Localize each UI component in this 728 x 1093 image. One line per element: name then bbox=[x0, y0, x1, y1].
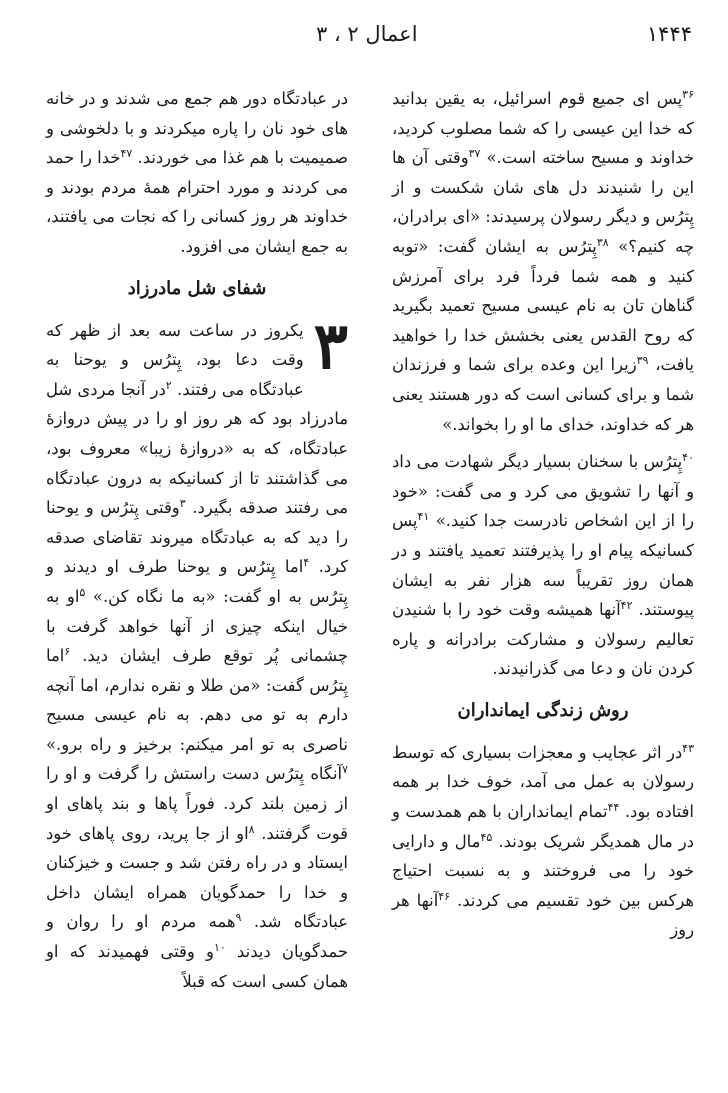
verse-number: ۳۹ bbox=[636, 354, 649, 368]
verse-text: آنها همیشه وقت خود را با شنیدن تعالیم رسولان و مشارکت برادرانه و پاره کردن نان و دعا می گذرانیدند. bbox=[392, 600, 694, 679]
verse-text: اما پِترُس گفت: «من طلا و نقره ندارم، اما آنچه دارم به تو می دهم. به نام عیسی مسیح ناصری به تو امر میکنم: برخیز و راه برو.» bbox=[46, 646, 348, 754]
verse-number: ۴۵ bbox=[480, 830, 493, 844]
verse-text: آنها هر روز bbox=[392, 890, 694, 940]
verse-text: پس ای جمیع قوم اسرائیل، به یقین بدانید که خدا این عیسی را که شما مصلوب کردید، خداوند و مسیح ساخته است.» bbox=[392, 89, 694, 168]
verse-number: ۳ bbox=[179, 497, 186, 511]
verse-text: در آنجا مردی شل مادرزاد بود که هر روز او را در پیش دروازهٔ عبادتگاه، که به «دروازهٔ زیبا» معروف بود، می گذاشتند تا از کسانیکه به درون عبادتگاه می رفتند صدقه بگیرد. bbox=[46, 379, 348, 518]
verse-number: ۷ bbox=[342, 763, 348, 777]
verse-text: و وقتی فهمیدند که او همان کسی است که قبلاً bbox=[46, 942, 348, 991]
verse-text: پِترُس با سخنان بسیار دیگر شهادت می داد و آنها را تشویق می کرد و می گفت: «خود را از این اشخاص نادرست جدا کنید.» bbox=[392, 452, 694, 531]
paragraph bbox=[46, 84, 348, 262]
verse-text: تمام ایمانداران با هم همدست و در مال همدیگر شریک بودند. bbox=[392, 802, 694, 851]
verse-number: ۴۰ bbox=[682, 451, 694, 465]
paragraph bbox=[392, 738, 694, 945]
verse-text: در عبادتگاه دور هم جمع می شدند و در خانه های خود نان را پاره میکردند و با دلخوشی و صمیمیت با هم غذا می خوردند. bbox=[46, 89, 348, 168]
chapter-number: ۳ bbox=[313, 308, 348, 384]
verse-text: اما پِترُس و یوحنا طرف او دیدند و پِترُس به او گفت: «به ما نگاه کن.» bbox=[46, 557, 348, 606]
verse-number: ۴۱ bbox=[417, 510, 430, 524]
paragraph bbox=[46, 308, 348, 997]
verse-text: خدا را حمد می کردند و مورد احترام همهٔ مردم بودند و خداوند هر روز کسانی را که نجات می یافتند، به جمع ایشان می افزود. bbox=[46, 148, 348, 256]
verse-number: ۶ bbox=[64, 645, 71, 659]
verse-number: ۴۴ bbox=[607, 801, 620, 815]
verse-number: ۴۷ bbox=[120, 147, 133, 161]
verse-number: ۴۶ bbox=[438, 889, 451, 903]
page-header bbox=[36, 22, 692, 56]
page-number: ۱۴۴۴ bbox=[646, 22, 692, 46]
verse-number: ۳۶ bbox=[682, 88, 694, 101]
paragraph bbox=[392, 84, 694, 439]
verse-text: وقتی آن ها این را شنیدند دل های شان شکست و از پِترُس و دیگر رسولان پرسیدند: «ای برادران، چه کنیم؟» bbox=[392, 148, 695, 256]
verse-text: پس کسانیکه پیام او را پذیرفتند تعمید یافتند و در همان روز تقریباً سه هزار نفر به ایشان پیوستند. bbox=[392, 511, 695, 620]
paragraph bbox=[392, 447, 694, 684]
verse-text: یکروز در ساعت سه بعد از ظهر که وقت دعا بود، پِترُس و یوحنا به عبادتگاه می رفتند. bbox=[46, 320, 304, 399]
section-heading: روش زندگی ایمانداران bbox=[457, 699, 629, 721]
verse-number: ۱۰ bbox=[213, 941, 226, 955]
left-column bbox=[46, 84, 348, 996]
verse-number: ۴۳ bbox=[682, 741, 694, 755]
verse-text: آنگاه پِترُس دست راستش را گرفت و او را از زمین بلند کرد. فوراً پاها و بند پاهای او قوت گرفتند. bbox=[46, 764, 348, 843]
verse-text: او از جا پرید، روی پاهای خود ایستاد و در راه رفتن شد و جست و خیزکنان و خدا را حمدگویان همراه ایشان داخل عبادتگاه شد. bbox=[46, 823, 348, 932]
running-head: اعمال ۲ ، ۳ bbox=[316, 22, 418, 46]
verse-text: او به خیال اینکه چیزی از آنها خواهد گرفت با چشمانی پُر توقع طرف ایشان دید. bbox=[46, 586, 348, 666]
section-heading: شفای شل مادرزاد bbox=[127, 277, 267, 299]
verse-text: مال و دارایی خود را می فروختند و به نسبت احتیاج هرکس بین خود تقسیم می کردند. bbox=[392, 831, 695, 910]
verse-number: ۸ bbox=[248, 822, 255, 836]
right-column bbox=[392, 84, 694, 945]
verse-number: ۹ bbox=[235, 911, 242, 925]
verse-number: ۴۲ bbox=[620, 599, 633, 613]
verse-text: وقتی پِترُس و یوحنا را دید که به عبادتگاه میروند تقاضای صدقه کرد. bbox=[46, 498, 348, 577]
verse-number: ۴ bbox=[303, 556, 310, 570]
verse-number: ۳۸ bbox=[596, 235, 609, 249]
verse-text: پِترُس به ایشان گفت: «توبه کنید و همه شما فرداً فرد برای آمرزش گناهان تان به نام عیسی مسیح تعمید بگیرید که روح القدس یعنی بخشش خدا را خواهید یافت، bbox=[392, 236, 694, 375]
verse-text: زیرا این وعده برای شما و فرزندان شما و برای کسانی است که دور هستند یعنی هر که خداوند، خدای ما او را بخواند.» bbox=[392, 355, 694, 434]
verse-number: ۳۷ bbox=[468, 147, 481, 161]
verse-number: ۵ bbox=[79, 585, 86, 599]
verse-number: ۲ bbox=[165, 378, 172, 392]
verse-text: در اثر عجایب و معجزات بسیاری که توسط رسولان به عمل می آمد، خوف خدا بر همه افتاده بود. bbox=[392, 742, 694, 822]
verse-text: همه مردم او را روان و حمدگویان دیدند bbox=[46, 912, 348, 962]
